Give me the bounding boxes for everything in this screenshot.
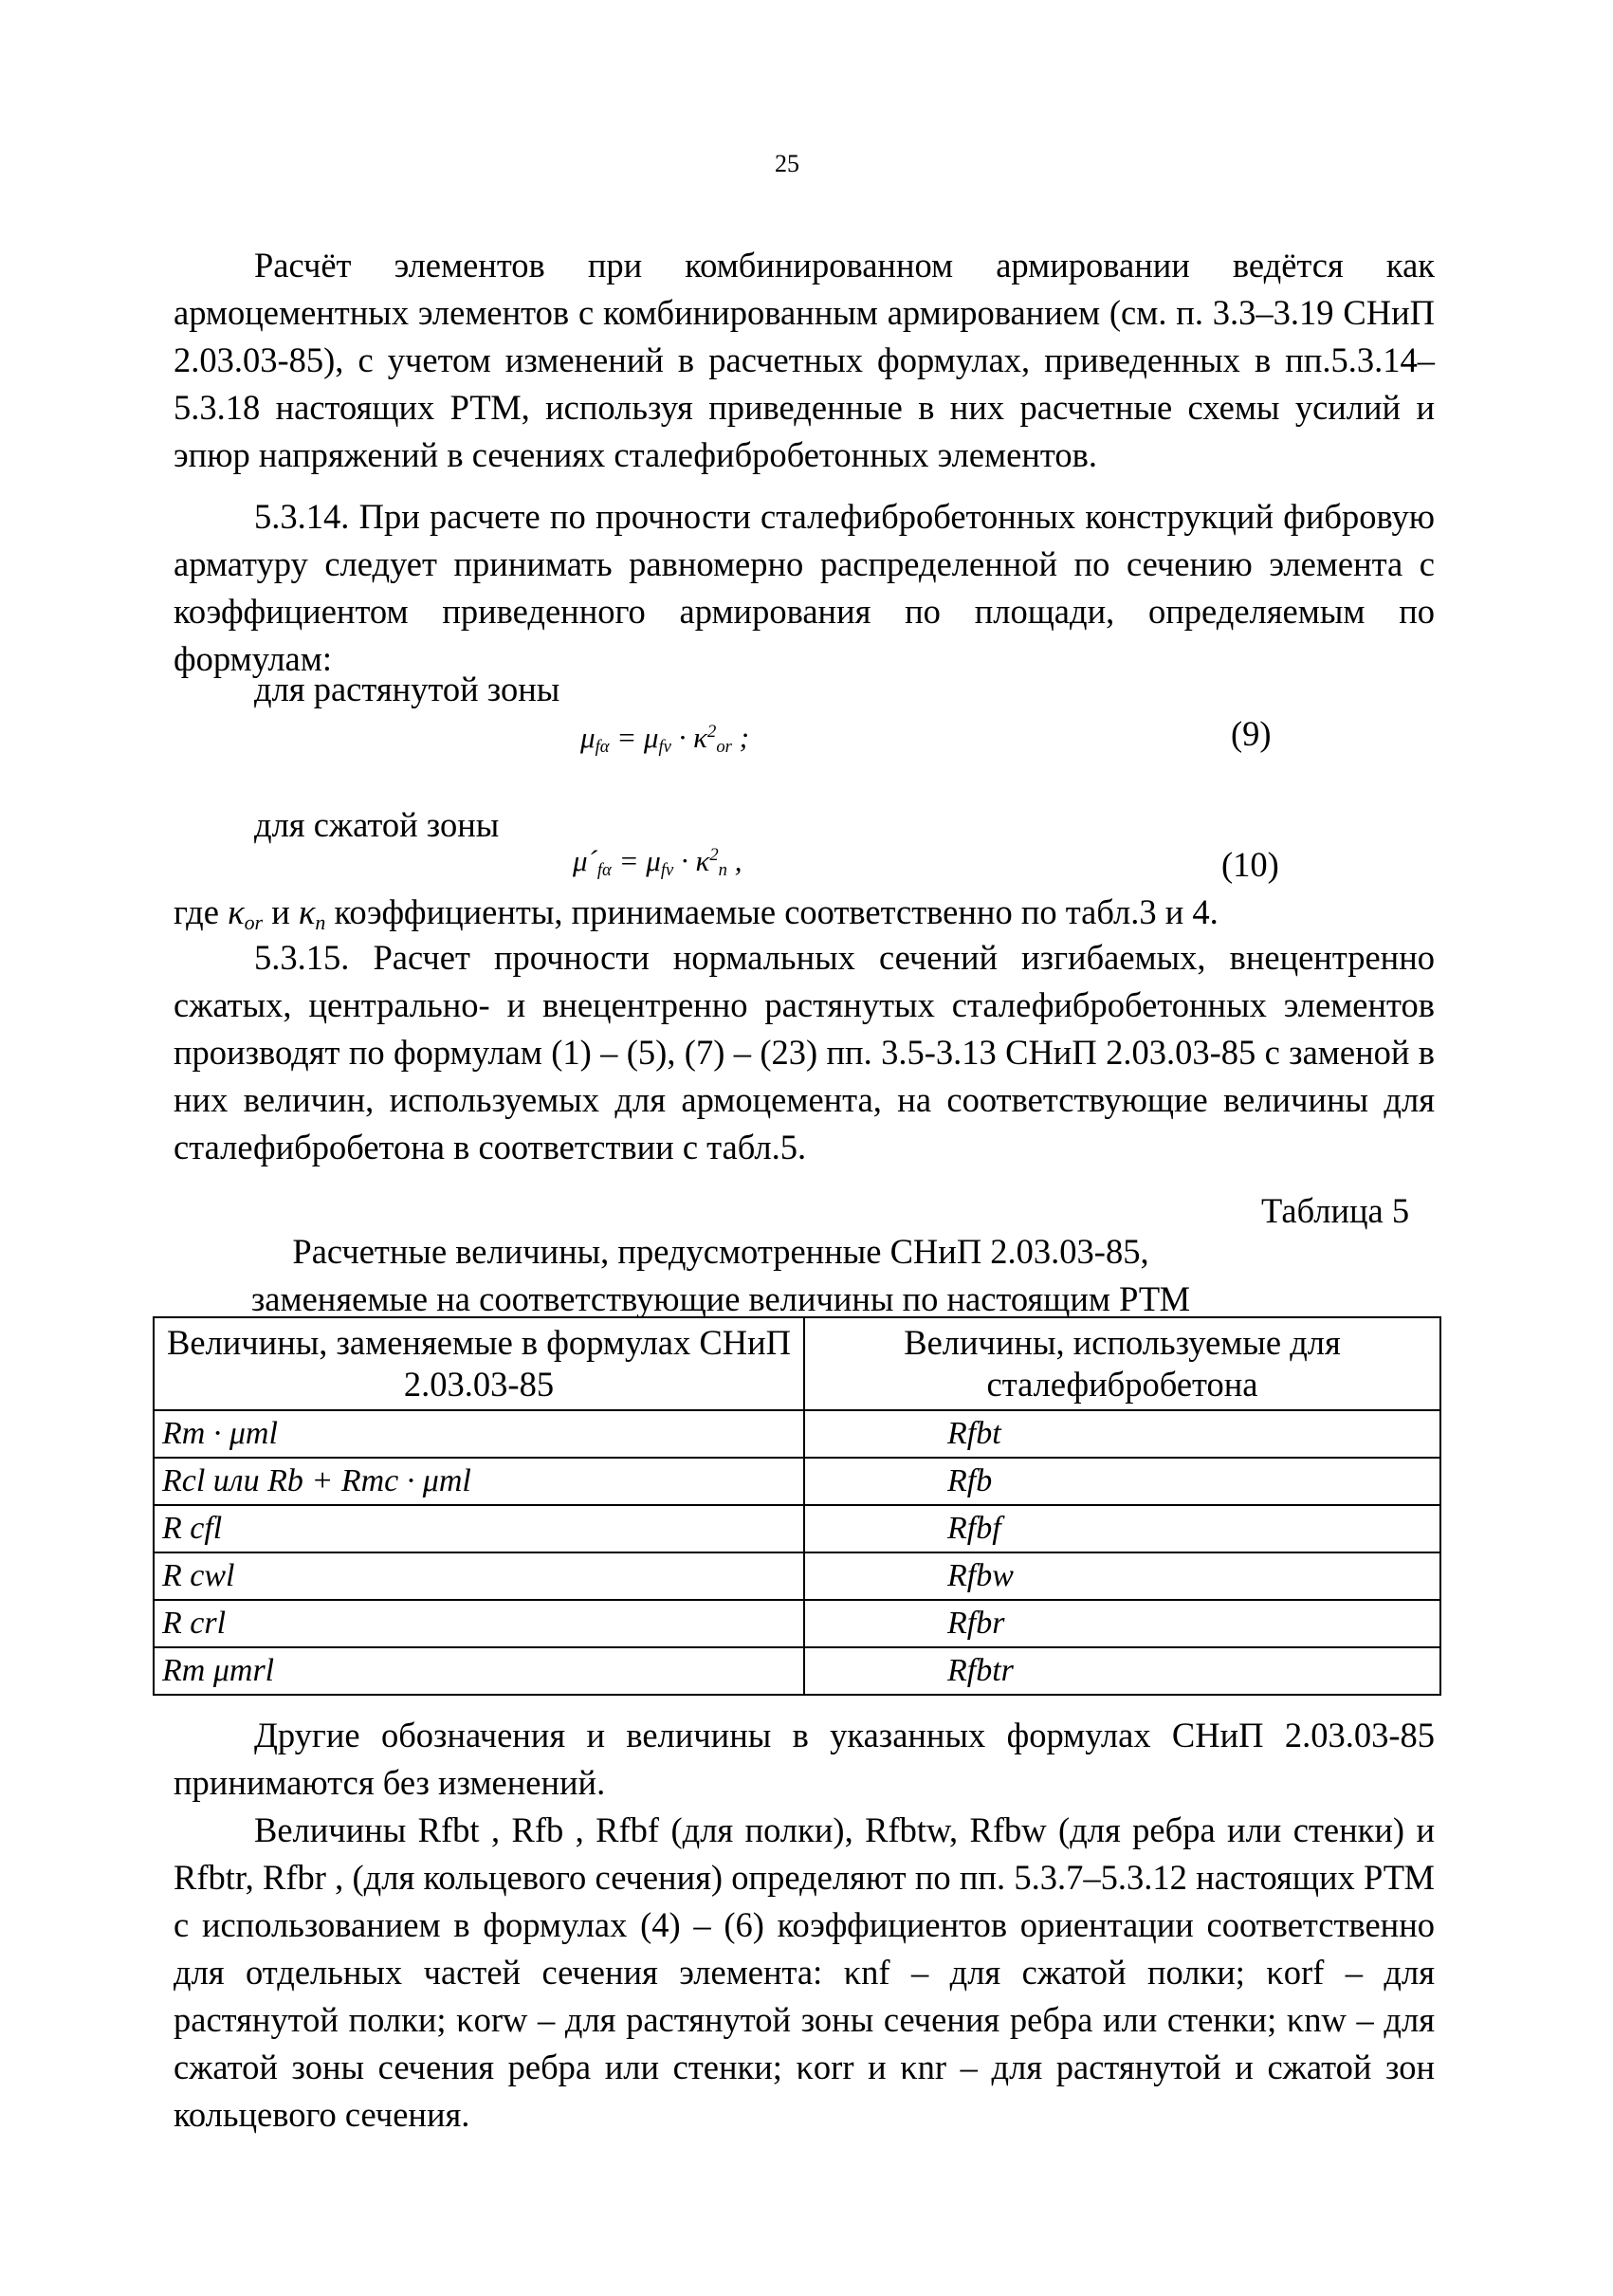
table-cell-right: Rfbtr (804, 1647, 1440, 1695)
paragraph-other-notation: Другие обозначения и величины в указанных формулах СНиП 2.03.03-85 принимаются без изменений. (174, 1716, 1435, 1802)
formula-9-sup: 2 (707, 721, 717, 742)
table-row (154, 1458, 1440, 1505)
table-title-line-2: заменяемые на соответствующие величины по настоящим РТМ (250, 1279, 1191, 1318)
intro-paragraph-block (174, 242, 1435, 479)
table-header-right: Величины, используемые для сталефибробетона (804, 1317, 1440, 1410)
compressed-zone-label: для сжатой зоны (254, 805, 500, 844)
formula-10-symbol: · κ (673, 844, 710, 877)
table-header-left: Величины, заменяемые в формулах СНиП 2.03.03-85 (154, 1317, 804, 1410)
formula-9-sub: fα (595, 737, 610, 758)
table-cell-right: Rfbr (804, 1600, 1440, 1647)
section-5-3-15-block (174, 934, 1435, 1171)
formula-10-sub: fv (660, 860, 674, 881)
formula-9-symbol: μ (580, 721, 596, 754)
replacement-values-table (153, 1316, 1441, 1696)
table-cell-right: Rfbt (804, 1410, 1440, 1458)
where-text: коэффициенты, принимаемые соответственно по табл.3 и 4. (325, 892, 1219, 931)
table-cell-left: Rcl или Rb + Rmc · μml (154, 1458, 804, 1505)
page-number: 25 (775, 150, 799, 177)
formula-10-sup: 2 (709, 844, 719, 865)
formula-10-symbol: μ´ (573, 844, 597, 877)
formula-9-symbol: · κ (670, 721, 708, 754)
kappa-sub: or (244, 910, 264, 935)
formula-9-sub: or (716, 737, 732, 758)
table-cell-left: R crl (154, 1600, 804, 1647)
stretched-zone-label: для растянутой зоны (254, 670, 560, 708)
table-cell-left: Rm μmrl (154, 1647, 804, 1695)
table-cell-right: Rfbw (804, 1552, 1440, 1600)
where-text: и (263, 892, 299, 931)
paragraph-5-3-14: 5.3.14. При расчете по прочности сталефибробетонных конструкций фибровую арматуру следует принимать равномерно распределенной по сечению элемента с коэффициентом приведенного армирования по площади, определяемым по формулам: (174, 497, 1435, 678)
equation-number-10: (10) (1221, 845, 1279, 884)
where-text: где (174, 892, 229, 931)
table-row (154, 1552, 1440, 1600)
kappa-symbol: κ (298, 892, 316, 931)
formula-9-symbol: ; (731, 721, 749, 754)
table-cell-right: Rfb (804, 1458, 1440, 1505)
formula-10-sub: n (718, 860, 727, 881)
formula-10-symbol: , (726, 844, 742, 877)
table-cell-right: Rfbf (804, 1505, 1440, 1552)
kappa-symbol: κ (228, 892, 245, 931)
table-cell-left: R cfl (154, 1505, 804, 1552)
section-5-3-14-block (174, 493, 1435, 683)
paragraph-5-3-15: 5.3.15. Расчет прочности нормальных сечений изгибаемых, внецентренно сжатых, центрально- и внецентренно растянутых сталефибробетонных элементов производят по формулам (1) – (5), (7) – (23) пп. 3.5-3.13 СНиП 2.03.03-85 с заменой в них величин, используемых для армоцемента, на соответствующие величины для сталефибробетона в соответствии с табл.5. (174, 938, 1435, 1166)
closing-paragraphs-block (174, 1712, 1435, 2139)
equation-number-9: (9) (1231, 714, 1272, 753)
formula-9-symbol: = μ (609, 721, 659, 754)
table-header-row (154, 1317, 1440, 1410)
kappa-sub: n (315, 910, 326, 935)
table-row (154, 1505, 1440, 1552)
table-row (154, 1600, 1440, 1647)
table-row (154, 1410, 1440, 1458)
table-cell-left: R cwl (154, 1552, 804, 1600)
table-cell-left: Rm · μml (154, 1410, 804, 1458)
intro-paragraph: Расчёт элементов при комбинированном армировании ведётся как армоцементных элементов с комбинированным армированием (см. п. 3.3–3.19 СНиП 2.03.03-85), с учетом изменений в расчетных формулах, приведенных в пп.5.3.14–5.3.18 настоящих РТМ, используя приведенные в них расчетные схемы усилий и эпюр напряжений в сечениях сталефибробетонных элементов. (174, 246, 1435, 474)
paragraph-orientation-coefficients: Величины Rfbt , Rfb , Rfbf (для полки), Rfbtw, Rfbw (для ребра или стенки) и Rfbtr, Rfbr , (для кольцевого сечения) определяют по пп. 5.3.7–5.3.12 настоящих РТМ с использованием в формулах (4) – (6) коэффициентов ориентации соответственно для отдельных частей сечения элемента: κnf – для сжатой полки; κorf – для растянутой полки; κorw – для растянутой зоны сечения ребра или стенки; κnw – для сжатой зоны сечения ребра или стенки; κorr и κnr – для растянутой и сжатой зон кольцевого сечения. (174, 1810, 1435, 2134)
table-title-line-1: Расчетные величины, предусмотренные СНиП 2.03.03-85, (292, 1232, 1149, 1271)
formula-9 (580, 721, 749, 758)
table-row (154, 1647, 1440, 1695)
formula-9-sub: fv (658, 737, 671, 758)
formula-10-sub: fα (596, 860, 612, 881)
formula-10 (573, 844, 742, 881)
formula-10-symbol: = μ (611, 844, 661, 877)
table-label: Таблица 5 (1261, 1191, 1410, 1230)
